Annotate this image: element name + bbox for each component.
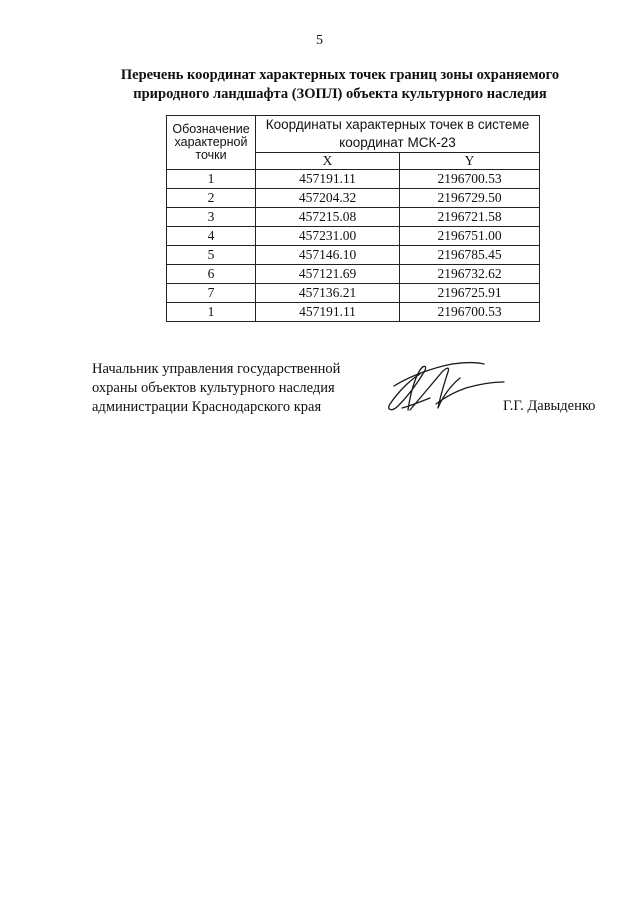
cell-point: 2: [167, 189, 256, 208]
cell-x: 457231.00: [256, 227, 400, 246]
cell-y: 2196785.45: [400, 246, 540, 265]
cell-x: 457191.11: [256, 170, 400, 189]
position-line: Начальник управления государственной: [92, 361, 341, 377]
cell-x: 457121.69: [256, 265, 400, 284]
cell-x: 457146.10: [256, 246, 400, 265]
title-line: природного ландшафта (ЗОПЛ) объекта культурного наследия: [133, 86, 547, 102]
table-row: [167, 227, 540, 246]
cell-y: 2196700.53: [400, 170, 540, 189]
cell-point: 5: [167, 246, 256, 265]
table-row: [167, 170, 540, 189]
table-row: [167, 284, 540, 303]
table-row: [167, 246, 540, 265]
signatory-position: [92, 360, 392, 417]
cell-x: 457136.21: [256, 284, 400, 303]
cell-y: 2196732.62: [400, 265, 540, 284]
document-title: [90, 66, 590, 104]
handwritten-signature: [380, 352, 510, 422]
position-line: охраны объектов культурного наследия: [92, 380, 335, 396]
position-line: администрации Краснодарского края: [92, 399, 322, 415]
signatory-name: Г.Г. Давыденко: [503, 398, 596, 414]
cell-y: 2196729.50: [400, 189, 540, 208]
title-line: Перечень координат характерных точек границ зоны охраняемого: [120, 67, 560, 83]
cell-y: 2196700.53: [400, 303, 540, 322]
cell-y: 2196725.91: [400, 284, 540, 303]
cell-point: 3: [167, 208, 256, 227]
cell-x: 457191.11: [256, 303, 400, 322]
cell-x: 457215.08: [256, 208, 400, 227]
table-row: [167, 265, 540, 284]
header-coordinates: Координаты характерных точек в системе координат МСК-23: [256, 116, 540, 153]
cell-x: 457204.32: [256, 189, 400, 208]
header-y: Y: [400, 153, 540, 170]
cell-y: 2196751.00: [400, 227, 540, 246]
header-x: X: [256, 153, 400, 170]
page-number: 5: [316, 33, 323, 48]
cell-point: 7: [167, 284, 256, 303]
header-point-designation: Обозначение характерной точки: [167, 116, 256, 170]
cell-point: 1: [167, 170, 256, 189]
cell-point: 1: [167, 303, 256, 322]
table-row: [167, 208, 540, 227]
cell-point: 6: [167, 265, 256, 284]
coordinates-table: [166, 115, 540, 322]
cell-point: 4: [167, 227, 256, 246]
table-row: [167, 303, 540, 322]
cell-y: 2196721.58: [400, 208, 540, 227]
table-row: [167, 189, 540, 208]
